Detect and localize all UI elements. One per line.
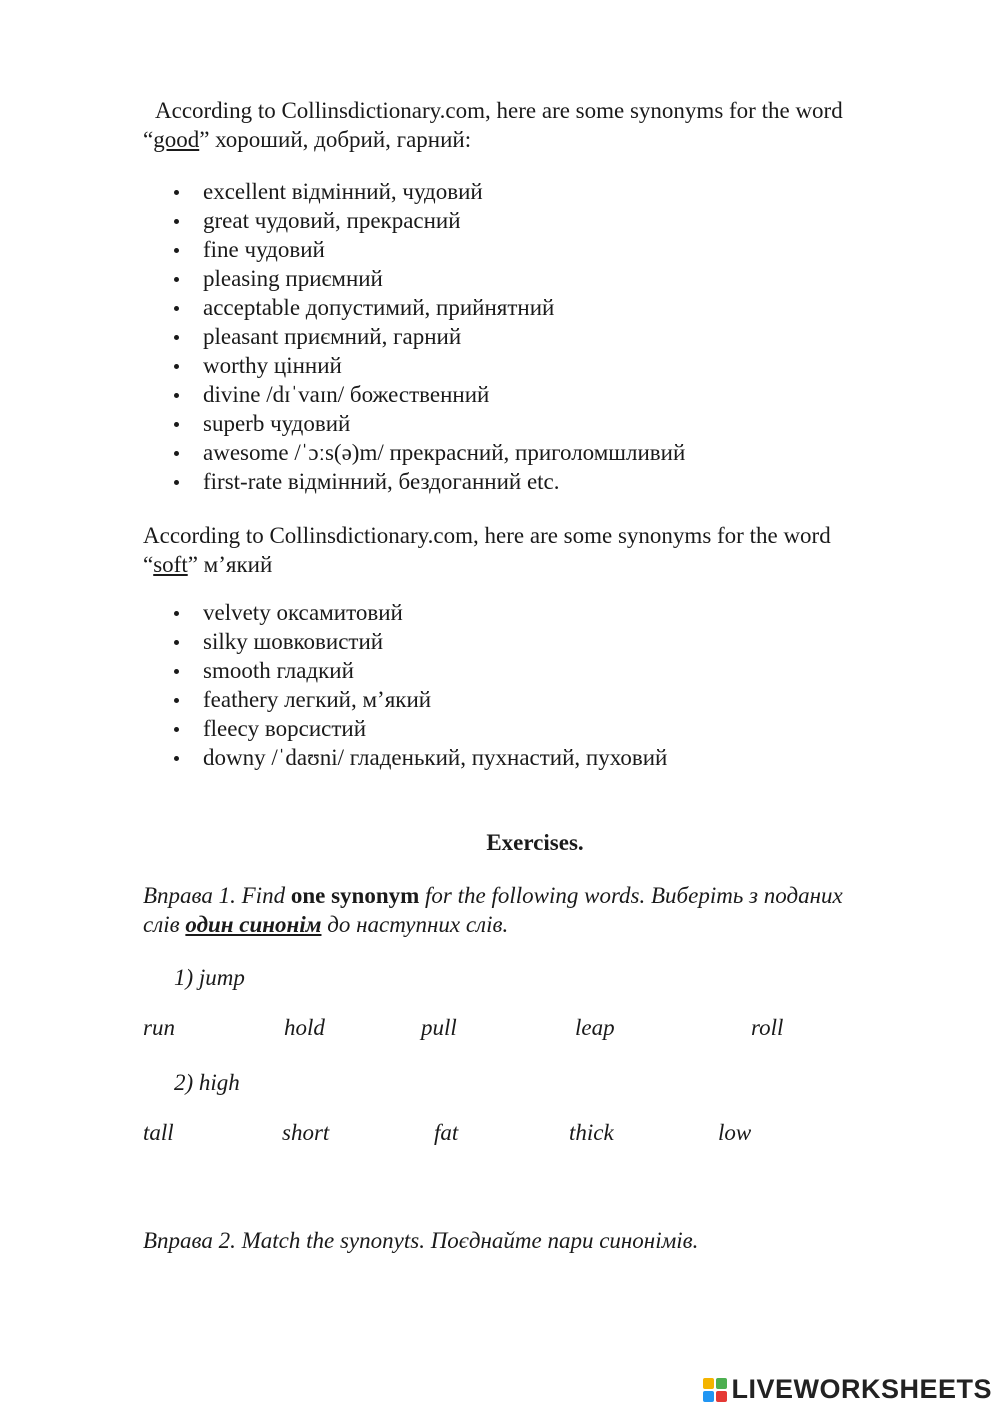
synonym-item: downy /ˈdaʊni/ гладенький, пухнастий, пуховий [143, 743, 923, 772]
synonym-item: worthy цінний [143, 351, 923, 380]
option-word[interactable]: leap [575, 1015, 615, 1040]
exercise-2-instructions: Вправа 2. Match the synonyts. Поєднайте пари синонімів. [143, 1228, 699, 1253]
synonym-item: great чудовий, прекрасний [143, 206, 923, 235]
synonym-item: awesome /ˈɔːs(ə)m/ прекрасний, приголомшливий [143, 438, 923, 467]
good-synonym-list [143, 177, 923, 496]
synonym-item: feathery легкий, м’який [143, 685, 923, 714]
synonym-item: silky шовковистий [143, 627, 923, 656]
word-soft: soft [153, 552, 188, 577]
word-good: good [153, 127, 200, 152]
soft-synonym-list [143, 598, 923, 772]
logo-mark-icon [703, 1378, 727, 1402]
synonym-item: fine чудовий [143, 235, 923, 264]
exercise-1-instructions: Вправа 1. Find one synonym for the following words. Виберіть з поданих слів один синонім до наступних слів. [143, 883, 843, 937]
good-intro-line1: According to Collinsdictionary.com, here are some synonyms for the word [155, 98, 843, 123]
synonym-item: pleasant приємний, гарний [143, 322, 923, 351]
soft-intro: According to Collinsdictionary.com, here are some synonyms for the word “soft” м’який [143, 523, 831, 577]
exercises-title: Exercises. [486, 830, 584, 855]
synonym-item: fleecy ворсистий [143, 714, 923, 743]
good-intro: According to Collinsdictionary.com, here are some synonyms for the word “good” хороший, добрий, гарний: [143, 98, 843, 152]
synonym-item: superb чудовий [143, 409, 923, 438]
option-word[interactable]: low [718, 1120, 752, 1145]
synonym-item: excellent відмінний, чудовий [143, 177, 923, 206]
option-word[interactable]: thick [569, 1120, 614, 1145]
synonym-item: first-rate відмінний, бездоганний etc. [143, 467, 923, 496]
option-word[interactable]: fat [434, 1120, 459, 1145]
synonym-item: acceptable допустимий, прийнятний [143, 293, 923, 322]
synonym-item: divine /dɪˈvaɪn/ божественний [143, 380, 923, 409]
soft-intro-line1: According to Collinsdictionary.com, here are some synonyms for the word [143, 523, 831, 548]
question-2-label: 2) high [174, 1070, 240, 1095]
synonym-item: pleasing приємний [143, 264, 923, 293]
liveworksheets-logo[interactable] [703, 1374, 992, 1405]
synonym-item: velvety оксамитовий [143, 598, 923, 627]
one-synonym-emphasis: один синонім [185, 912, 322, 937]
document-body [143, 96, 923, 772]
option-word[interactable]: tall [143, 1120, 174, 1145]
synonym-item: smooth гладкий [143, 656, 923, 685]
option-word[interactable]: hold [284, 1015, 325, 1040]
option-word[interactable]: short [282, 1120, 330, 1145]
option-word[interactable]: roll [751, 1015, 784, 1040]
logo-text: LIVEWORKSHEETS [731, 1374, 992, 1404]
option-word[interactable]: run [143, 1015, 175, 1040]
question-1-label: 1) jump [174, 965, 245, 990]
option-word[interactable]: pull [421, 1015, 457, 1040]
